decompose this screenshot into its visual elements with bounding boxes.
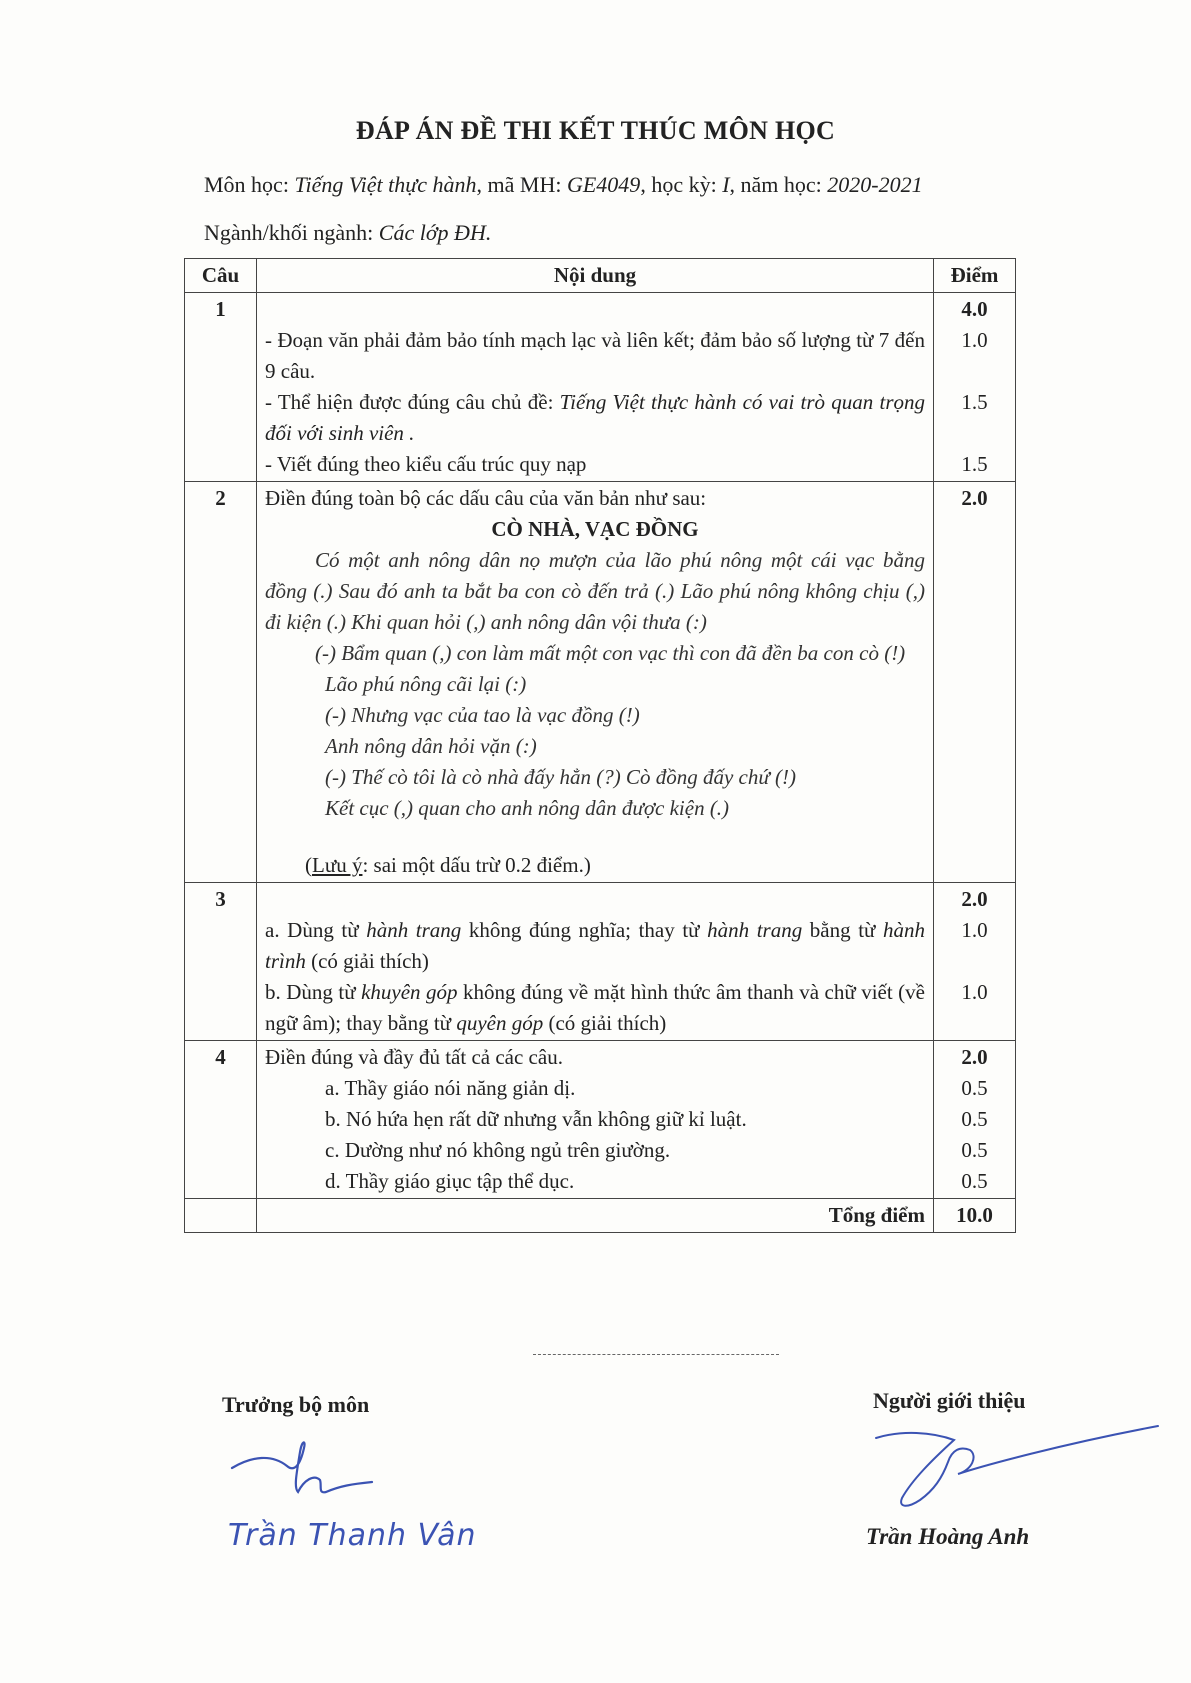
header-content: Nội dung (257, 259, 934, 293)
criterion-score: 1.5 (961, 390, 988, 414)
table-row-q1 (185, 293, 1016, 482)
story-paragraph: (-) Bẩm quan (,) con làm mất một con vạc thì con đã đền ba con cò (!) (315, 641, 906, 665)
answer-sentence: a. Thầy giáo nói năng giản dị. (325, 1076, 576, 1100)
subject-name: Tiếng Việt thực hành (294, 172, 477, 197)
presenter-name: Trần Hoàng Anh (866, 1524, 1030, 1549)
answer-sentence: d. Thầy giáo giục tập thể dục. (325, 1169, 575, 1193)
school-year: 2020-2021 (827, 172, 923, 197)
criterion: a. Dùng từ hành trang không đúng nghĩa; thay từ hành trang bằng từ hành trình (có giải thích) (265, 918, 925, 973)
total-label: Tổng điểm (257, 1199, 934, 1233)
grading-note: (Lưu ý: sai một dấu trừ 0.2 điểm.) (305, 853, 591, 877)
table-row-q3 (185, 883, 1016, 1041)
criterion-score: 1.0 (961, 918, 988, 942)
department-head-signature (222, 1436, 422, 1506)
criterion-score: 1.0 (961, 328, 988, 352)
department-head-title: Trưởng bộ môn (222, 1392, 370, 1417)
presenter-signature (862, 1420, 1162, 1530)
table-row-q2 (185, 482, 1016, 883)
answer-table (184, 258, 1016, 1233)
question-scores (934, 482, 1016, 883)
criterion-score: 0.5 (961, 1076, 988, 1100)
criterion-score: 1.0 (961, 980, 988, 1004)
question-content (257, 883, 934, 1041)
question-total-score: 4.0 (961, 297, 988, 321)
question-content (257, 1041, 934, 1199)
answer-sentence: c. Dường như nó không ngủ trên giường. (325, 1138, 671, 1162)
question-intro: Điền đúng và đầy đủ tất cả các câu. (265, 1045, 563, 1069)
presenter-title: Người giới thiệu (873, 1388, 1026, 1413)
criterion-score: 0.5 (961, 1138, 988, 1162)
department-head-handwritten-name: Trần Thanh Vân (228, 1518, 477, 1553)
question-content (257, 482, 934, 883)
criterion-score: 0.5 (961, 1107, 988, 1131)
story-line: Kết cục (,) quan cho anh nông dân được kiện (.) (325, 796, 730, 820)
story-line: (-) Nhưng vạc của tao là vạc đồng (!) (325, 703, 640, 727)
answer-sentence: b. Nó hứa hẹn rất dữ nhưng vẫn không giữ kỉ luật. (325, 1107, 747, 1131)
total-row (185, 1199, 1016, 1233)
story-title: CÒ NHÀ, VẠC ĐỒNG (491, 517, 699, 541)
course-info-line: Môn học: Tiếng Việt thực hành, mã MH: GE4049, học kỳ: I, năm học: 2020-2021 (204, 172, 923, 197)
course-code: GE4049 (566, 172, 641, 197)
story-paragraph: Có một anh nông dân nọ mượn của lão phú nông một cái vạc bằng đồng (.) Sau đó anh ta bắt ba con cò đến trả (.) Lão phú nông không chịu (,) đi kiện (.) Khi quan hỏi (,) anh nông dân vội thưa (:) (265, 548, 925, 634)
story-line: Lão phú nông cãi lại (:) (325, 672, 527, 696)
question-total-score: 2.0 (961, 1045, 988, 1069)
table-row-q4 (185, 1041, 1016, 1199)
major-info-line: Ngành/khối ngành: Các lớp ĐH. (204, 220, 492, 245)
story-line: Anh nông dân hỏi vặn (:) (325, 734, 537, 758)
criterion-score: 0.5 (961, 1169, 988, 1193)
criterion: - Đoạn văn phải đảm bảo tính mạch lạc và liên kết; đảm bảo số lượng từ 7 đến 9 câu. (265, 328, 925, 383)
criterion: b. Dùng từ khuyên góp không đúng về mặt hình thức âm thanh và chữ viết (về ngữ âm); thay bằng từ quyên góp (có giải thích) (265, 980, 925, 1035)
question-number: 1 (185, 293, 257, 482)
header-question: Câu (185, 259, 257, 293)
question-number: 3 (185, 883, 257, 1041)
page-title: ĐÁP ÁN ĐỀ THI KẾT THÚC MÔN HỌC (355, 116, 836, 145)
criterion: - Thể hiện được đúng câu chủ đề: Tiếng Việt thực hành có vai trò quan trọng đối với sinh viên . (265, 390, 925, 445)
question-total-score: 2.0 (961, 887, 988, 911)
criterion: - Viết đúng theo kiểu cấu trúc quy nạp (265, 452, 587, 476)
question-content (257, 293, 934, 482)
major-name: Các lớp ĐH. (378, 220, 492, 245)
term: I (722, 172, 730, 197)
dashed-divider (533, 1354, 779, 1355)
question-intro: Điền đúng toàn bộ các dấu câu của văn bản như sau: (265, 486, 707, 510)
criterion-score: 1.5 (961, 452, 988, 476)
question-total-score: 2.0 (961, 486, 988, 510)
total-score: 10.0 (934, 1199, 1016, 1233)
question-scores (934, 1041, 1016, 1199)
question-number: 4 (185, 1041, 257, 1199)
question-number: 2 (185, 482, 257, 883)
header-score: Điểm (934, 259, 1016, 293)
story-line: (-) Thế cò tôi là cò nhà đấy hẳn (?) Cò đồng đấy chứ (!) (325, 765, 797, 789)
table-header-row (185, 259, 1016, 293)
question-scores (934, 293, 1016, 482)
question-scores (934, 883, 1016, 1041)
